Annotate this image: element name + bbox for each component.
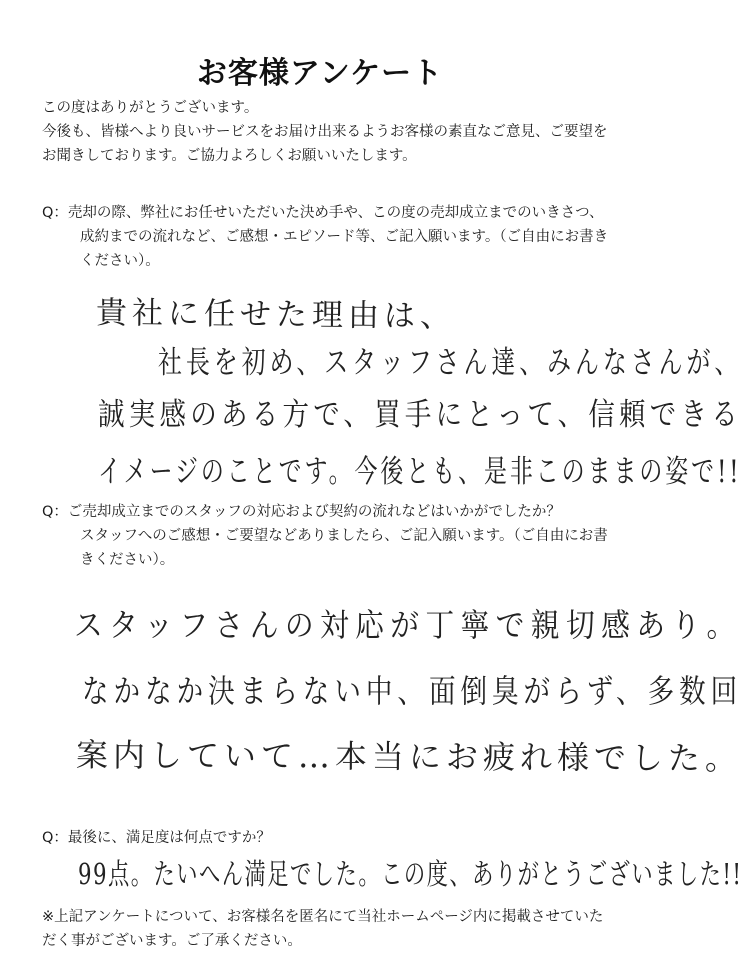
question-1-line: 成約までの流れなど、ご感想・エピソード等、ご記入願います。（ご自由にお書き	[80, 229, 609, 245]
question-1-line: Q：売却の際、弊社にお任せいただいた決め手や、この度の売却成立までのいきさつ、	[42, 205, 604, 221]
intro-line: この度はありがとうございます。	[42, 100, 259, 116]
question-2-line: スタッフへのご感想・ご要望などありましたら、ご記入願います。（ご自由にお書	[80, 528, 608, 544]
footnote-line: ※上記アンケートについて、お客様名を匿名にて当社ホームページ内に掲載させていた	[42, 909, 604, 925]
answer-1-handwriting: 社長を初め、スタッフさん達、みんなさんが、	[158, 345, 743, 381]
question-2	[42, 500, 608, 572]
answer-1-handwriting: イメージのことです。今後とも、是非このままの姿で!!	[98, 454, 742, 490]
question-1	[42, 201, 608, 273]
answer-1-handwriting: 貴社に任せた理由は、	[95, 295, 457, 335]
answer-2-handwriting: 案内していて…本当にお疲れ様でした。	[75, 736, 743, 778]
question-2-line: Q：ご売却成立までのスタッフの対応および契約の流れなどはいかがでしたか？	[42, 504, 561, 520]
question-1-line: ください）。	[80, 253, 160, 269]
survey-title: お客様アンケート	[196, 56, 444, 91]
footnote-line: だく事がございます。ご了承ください。	[42, 933, 302, 949]
answer-3-handwriting: 99点。たいへん満足でした。この度、ありがとうございました!!	[78, 857, 743, 891]
answer-2-handwriting: なかなか決まらない中、面倒臭がらず、多数回	[82, 672, 743, 710]
question-3	[42, 826, 271, 850]
answer-2-handwriting: スタッフさんの対応が丁寧で親切感あり。	[74, 606, 742, 644]
intro-line: お聞きしております。ご協力よろしくお願いいたします。	[42, 148, 417, 164]
footnote	[42, 905, 603, 953]
answer-1-handwriting: 誠実感のある方で、買手にとって、信頼できる	[98, 397, 743, 433]
intro-line: 今後も、皆様へより良いサービスをお届け出来るようお客様の素直なご意見、ご要望を	[42, 124, 608, 140]
intro-text	[42, 96, 608, 168]
question-2-line: きください）。	[80, 552, 175, 568]
question-3-line: Q：最後に、満足度は何点ですか？	[42, 830, 271, 846]
